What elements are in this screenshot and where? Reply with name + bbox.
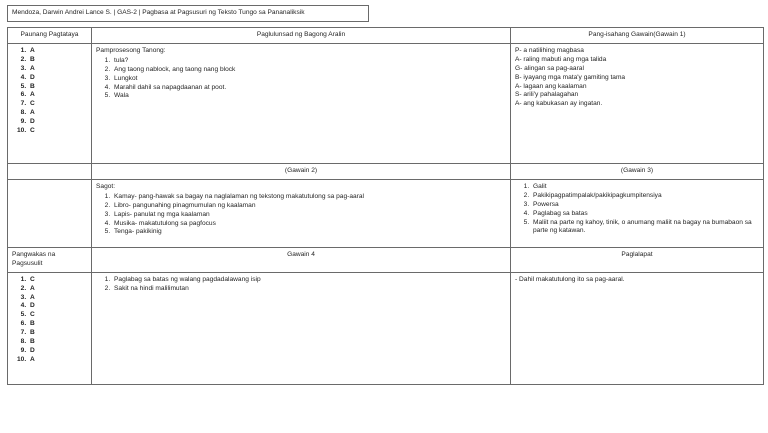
list-item: 2. Sakit na hindi malilimutan (112, 285, 506, 294)
list-item: A- lagaan ang kaalaman (515, 82, 587, 90)
answer-item: 4. D (28, 74, 87, 83)
answer-item: 2. A (28, 285, 87, 294)
list-item: 2. Pakikipagpatimpalak/pakikipagkumpitensiya (531, 192, 759, 201)
answer-item: 1. C (28, 276, 87, 285)
pangwakas-answer-list (12, 276, 87, 365)
answer-item: 3. A (28, 65, 87, 74)
list-item: 4. Paglabag sa batas (531, 210, 759, 219)
pangwakas-header: Pangwakas na Pagsusulit (8, 248, 92, 273)
gawain1-cell (511, 44, 764, 164)
row2-header (8, 164, 764, 180)
pamprosesong-tanong-title: Pamprosesong Tanong: (96, 47, 166, 54)
answer-item: 6. A (28, 91, 87, 100)
gawain4-header: Gawain 4 (92, 248, 511, 273)
list-item: 3. Lapis- panulat ng mga kaalaman (112, 211, 506, 220)
row1-header (8, 28, 764, 44)
gawain1-header: Pang-isahang Gawain(Gawain 1) (511, 28, 764, 44)
list-item: 4. Marahil dahil sa napagdaanan at poot. (112, 84, 506, 93)
answer-item: 9. D (28, 347, 87, 356)
gawain1-list (515, 47, 759, 109)
paunang-answer-list (12, 47, 87, 136)
list-item: B- iyayang mga mata'y gamiting tama (515, 73, 626, 81)
list-item: 1. Paglabag sa batas ng walang pagdadalawang isip (112, 276, 506, 285)
answer-item: 7. B (28, 329, 87, 338)
list-item: G- alingan sa pag-aaral (515, 64, 584, 72)
list-item: A- raling mabuti ang mga talida (515, 55, 607, 63)
pangwakas-cell (8, 272, 92, 384)
empty-header-cell (8, 164, 92, 180)
answer-item: 2. B (28, 56, 87, 65)
gawain2-list (96, 193, 506, 237)
answer-item: 7. C (28, 100, 87, 109)
answer-item: 4. D (28, 302, 87, 311)
list-item: 2. Ang taong nablock, ang taong nang block (112, 66, 506, 75)
paglulunsad-list (96, 57, 506, 101)
gawain3-cell (511, 180, 764, 248)
row1-content (8, 44, 764, 164)
gawain4-cell (92, 272, 511, 384)
list-item: S- arili'y pahalagahan (515, 91, 579, 99)
document-header: Mendoza, Darwin Andrei Lance S. | GAS-2 | Pagbasa at Pagsusuri ng Teksto Tungo sa Pananaliksik (7, 5, 369, 22)
answer-item: 8. B (28, 338, 87, 347)
gawain3-list (515, 183, 759, 236)
answer-item: 3. A (28, 294, 87, 303)
paglulunsad-header: Paglulunsad ng Bagong Aralin (92, 28, 511, 44)
answer-item: 10. C (28, 127, 87, 136)
paunang-pagtataya-cell (8, 44, 92, 164)
answer-item: 6. B (28, 320, 87, 329)
row3-header (8, 248, 764, 273)
answer-item: 5. B (28, 83, 87, 92)
paunang-pagtataya-header: Paunang Pagtataya (8, 28, 92, 44)
answer-item: 5. C (28, 311, 87, 320)
list-item: 4. Musika- makatutulong sa pagfocus (112, 220, 506, 229)
paglalapat-header: Paglalapat (511, 248, 764, 273)
row2-content (8, 180, 764, 248)
answer-item: 9. D (28, 118, 87, 127)
list-item: 3. Powersa (531, 201, 759, 210)
list-item: A- ang kabukasan ay ingatan. (515, 100, 603, 108)
list-item: 5. Maliit na parte ng kahoy, tinik, o anumang maliit na bagay na bumabaon sa parte ng katawan. (531, 219, 759, 237)
answer-item: 8. A (28, 109, 87, 118)
list-item: 5. Wala (112, 92, 506, 101)
list-item: 1. Galit (531, 183, 759, 192)
row3-content (8, 272, 764, 384)
paglalapat-cell (511, 272, 764, 384)
gawain2-cell (92, 180, 511, 248)
list-item: 3. Lungkot (112, 75, 506, 84)
paglalapat-text: - Dahil makatutulong ito sa pag-aaral. (515, 275, 625, 283)
answer-item: 1. A (28, 47, 87, 56)
paglulunsad-cell (92, 44, 511, 164)
gawain3-header: (Gawain 3) (511, 164, 764, 180)
gawain4-list (96, 276, 506, 294)
list-item: 1. Kamay- pang-hawak sa bagay na naglalaman ng tekstong makatutulong sa pag-aaral (112, 193, 506, 202)
gawain2-header: (Gawain 2) (92, 164, 511, 180)
list-item: 1. tula? (112, 57, 506, 66)
answer-item: 10. A (28, 356, 87, 365)
lesson-table (7, 27, 764, 385)
sagot-title: Sagot: (96, 183, 116, 190)
list-item: 5. Tenga- pakikinig (112, 228, 506, 237)
list-item: 2. Libro- pangunahing pinagmumulan ng kaalaman (112, 202, 506, 211)
empty-content-cell (8, 180, 92, 248)
list-item: P- a natilihing magbasa (515, 47, 584, 54)
